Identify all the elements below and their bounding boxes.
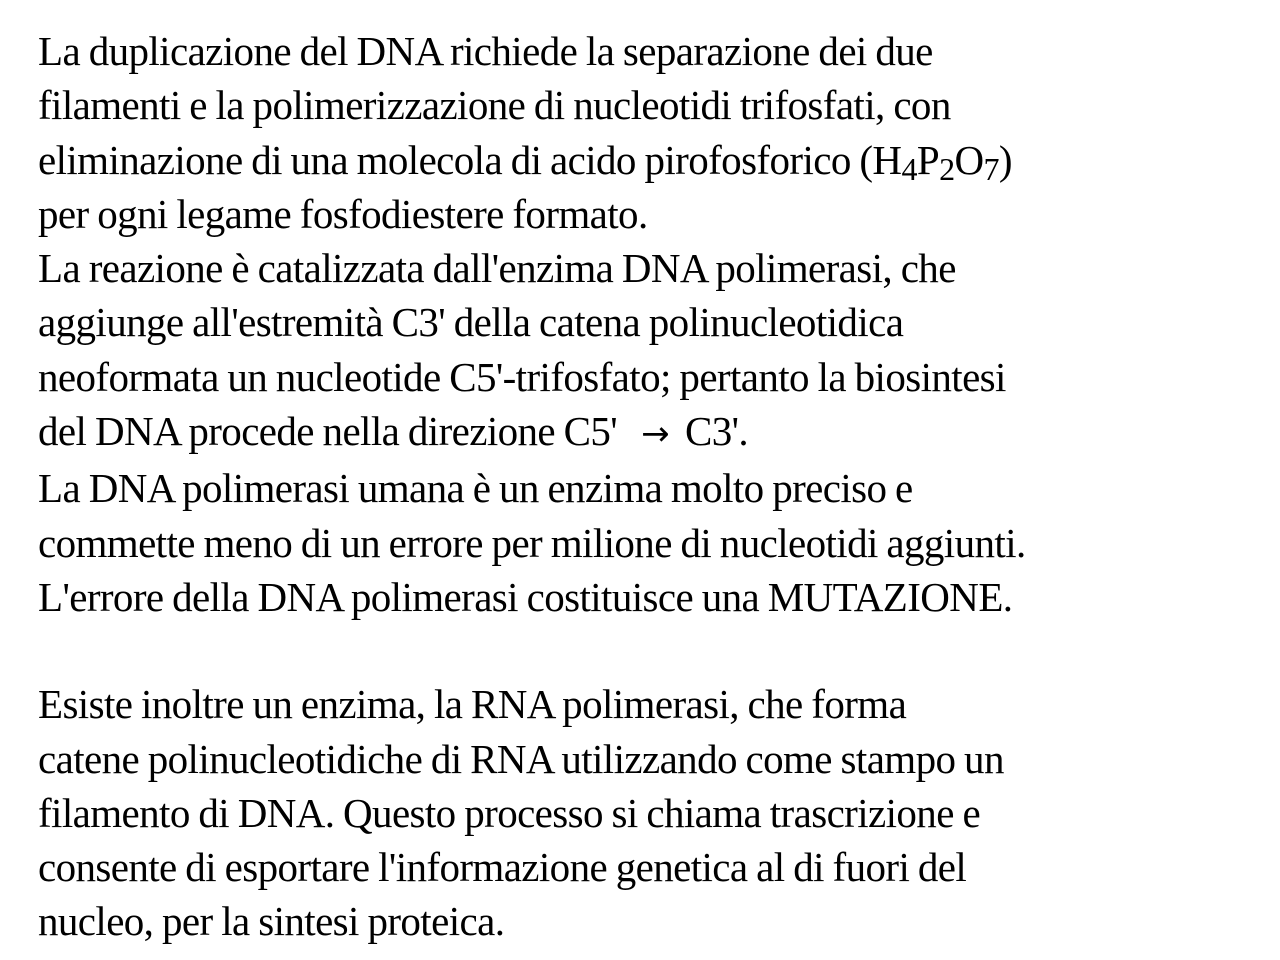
text-line-direction	[38, 404, 1268, 461]
text-line-formula	[38, 133, 1268, 187]
text-line: catene polinucleotidiche di RNA utilizzando come stampo un	[38, 735, 1004, 782]
text-line: filamento di DNA. Questo processo si chiama trascrizione e	[38, 789, 981, 836]
subscript-h: 4	[901, 150, 917, 187]
text-line: filamenti e la polimerizzazione di nucleotidi trifosfati, con	[38, 82, 951, 129]
text-line: neoformata un nucleotide C5'-trifosfato; pertanto la biosintesi	[38, 353, 1006, 400]
text-line: Esiste inoltre un enzima, la RNA polimerasi, che forma	[38, 681, 907, 728]
formula-close-paren: )	[998, 136, 1012, 183]
text-line: consente di esportare l'informazione genetica al di fuori del	[38, 844, 967, 891]
text-line: La duplicazione del DNA richiede la separazione dei due	[38, 28, 933, 74]
formula-p: P	[916, 136, 940, 183]
subscript-o: 7	[983, 150, 999, 187]
subscript-p: 2	[939, 150, 955, 187]
text-line: La DNA polimerasi umana è un enzima molto preciso e	[38, 465, 913, 512]
right-arrow-icon: →	[641, 414, 669, 455]
text-line: aggiunge all'estremità C3' della catena polinucleotidica	[38, 299, 904, 346]
paragraph-gap	[38, 624, 1268, 677]
text-segment: eliminazione di una molecola di acido pirofosforico (H	[38, 136, 902, 183]
text-segment: C3'.	[684, 408, 749, 455]
paragraph-dna-replication	[38, 24, 1268, 624]
text-line: nucleo, per la sintesi proteica.	[38, 898, 505, 945]
text-line: L'errore della DNA polimerasi costituisce una MUTAZIONE.	[38, 573, 1013, 620]
text-line: commette meno di un errore per milione di nucleotidi aggiunti.	[38, 519, 1026, 566]
text-line: La reazione è catalizzata dall'enzima DNA polimerasi, che	[38, 245, 956, 292]
text-segment: del DNA procede nella direzione C5'	[38, 408, 618, 455]
formula-o: O	[954, 136, 984, 183]
paragraph-rna-polymerase	[38, 677, 1268, 948]
document-page	[38, 24, 1268, 949]
text-line: per ogni legame fosfodiestere formato.	[38, 190, 648, 237]
